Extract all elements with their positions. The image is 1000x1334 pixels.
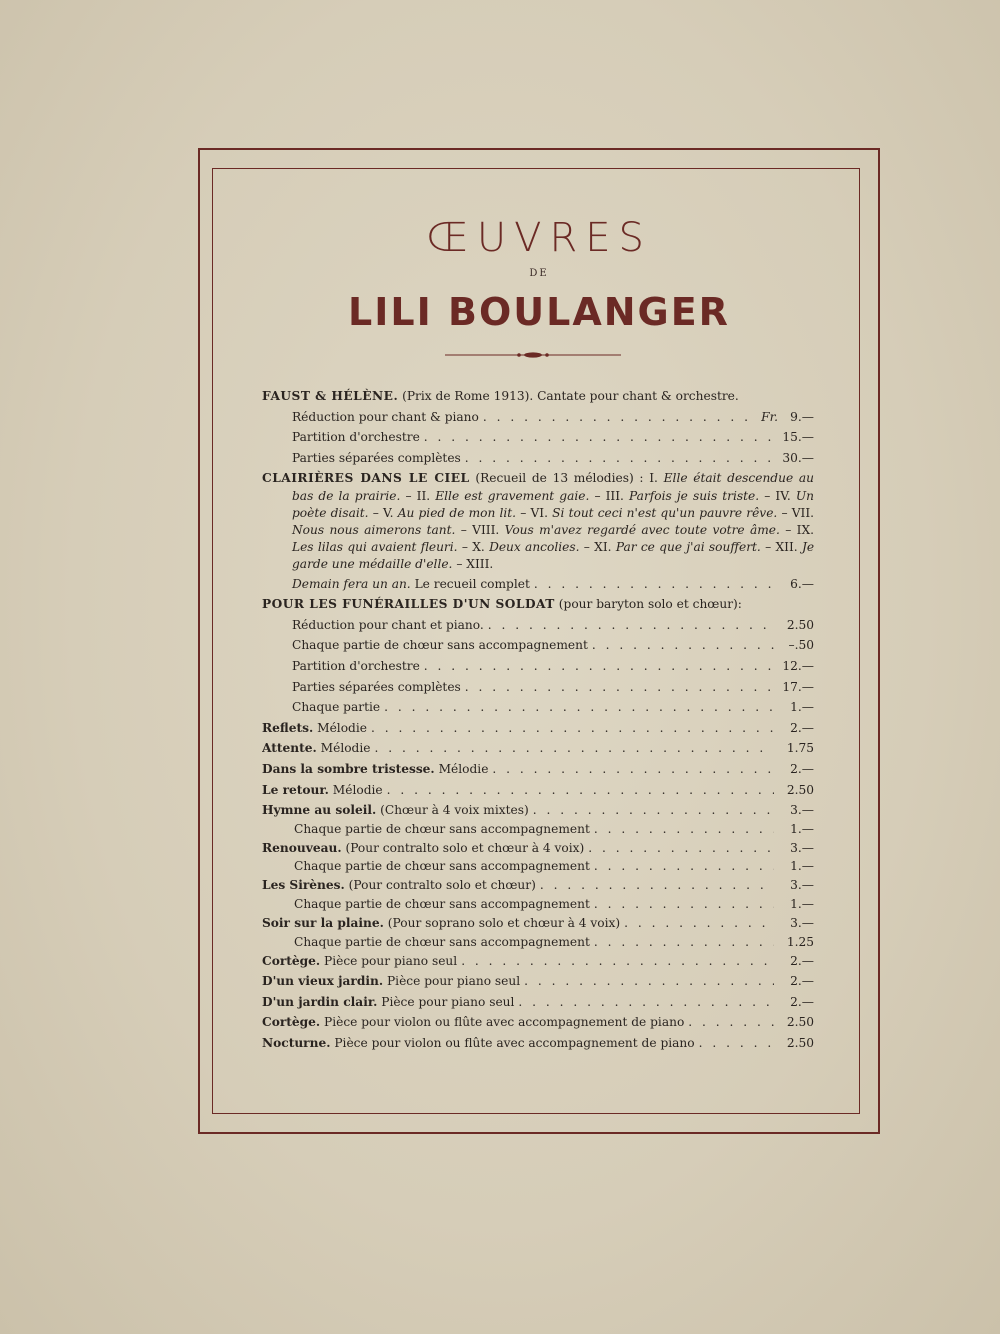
work-title: Nocturne. — [262, 1035, 331, 1050]
leader-dots — [534, 574, 774, 595]
song-number: – X. — [461, 540, 485, 555]
leader-dots — [699, 1033, 774, 1054]
leader-dots — [594, 934, 774, 951]
item-price: 2.— — [790, 720, 814, 735]
list-item — [262, 407, 814, 428]
song-title: Par ce que j'ai souffert. — [615, 540, 761, 555]
leader-dots — [384, 697, 774, 718]
item-price: 2.50 — [786, 782, 814, 797]
item-label: Chaque partie de chœur sans accompagnement — [294, 859, 590, 874]
work-title: Soir sur la plaine. — [262, 915, 384, 930]
composer-name: LILI BOULANGER — [348, 290, 730, 334]
song-title: Au pied de mon lit. — [397, 505, 517, 520]
leader-dots — [492, 759, 774, 780]
work-faust — [262, 386, 814, 407]
item-label: Partition d'orchestre — [292, 430, 420, 445]
song-title: Elle était descendue au bas de la prairie. — [292, 471, 814, 503]
item-price: 1.— — [790, 821, 814, 836]
item-label: Chaque partie — [292, 700, 381, 715]
price-prefix: Fr. — [761, 409, 778, 424]
work-desc: (Chœur à 4 voix mixtes) — [380, 803, 529, 818]
ornament-divider — [445, 352, 621, 358]
song-number: – III. — [594, 488, 624, 503]
work-desc: (Recueil de 13 mélodies) : I. — [475, 471, 658, 486]
work-funerailles — [262, 594, 814, 615]
leader-dots — [594, 821, 774, 838]
list-item — [262, 615, 814, 636]
work-soir — [262, 913, 814, 934]
list-item — [262, 427, 814, 448]
work-title: CLAIRIÈRES DANS LE CIEL — [262, 471, 470, 486]
work-jardin-clair — [262, 992, 814, 1013]
item-price: 2.— — [790, 953, 814, 968]
work-sirenes — [262, 875, 814, 896]
work-desc: Pièce pour piano seul — [324, 953, 458, 968]
leader-dots — [624, 913, 774, 934]
item-label: Parties séparées complètes — [292, 679, 461, 694]
item-price: 17.— — [782, 679, 814, 694]
work-title: Renouveau. — [262, 840, 342, 855]
song-title: Deux ancolies. — [489, 540, 580, 555]
leader-dots — [483, 407, 757, 428]
work-clairieres — [262, 470, 814, 573]
song-title: Nous nous aimerons tant. — [292, 522, 456, 537]
item-price: 12.— — [782, 658, 814, 673]
work-desc: Mélodie — [438, 761, 489, 776]
work-title: Hymne au soleil. — [262, 803, 377, 818]
work-attente — [262, 738, 814, 759]
work-renouveau — [262, 838, 814, 859]
work-desc: Pièce pour violon ou flûte avec accompagnement de piano — [324, 1015, 685, 1030]
work-desc: Pièce pour violon ou flûte avec accompagnement de piano — [334, 1035, 695, 1050]
work-nocturne — [262, 1033, 814, 1054]
item-price: 2.50 — [786, 617, 814, 632]
leader-dots — [424, 656, 774, 677]
item-label: Réduction pour chant et piano. — [292, 617, 484, 632]
item-label: Chaque partie de chœur sans accompagnement — [292, 638, 588, 653]
work-title: Les Sirènes. — [262, 878, 345, 893]
song-title: Les lilas qui avaient fleuri. — [292, 540, 458, 555]
item-price: 3.— — [790, 840, 814, 855]
leader-dots — [540, 875, 774, 896]
list-item — [262, 677, 814, 698]
item-price: 2.50 — [786, 1035, 814, 1050]
item-price: 6.— — [790, 576, 814, 591]
item-price: 2.— — [790, 974, 814, 989]
song-number: – XIII. — [456, 557, 494, 572]
leader-dots — [594, 858, 774, 875]
leader-dots — [374, 738, 774, 759]
leader-dots — [488, 615, 774, 636]
catalog-outer-frame — [198, 148, 880, 1134]
leader-dots — [588, 838, 774, 859]
item-label: Chaque partie de chœur sans accompagnement — [294, 934, 590, 949]
work-hymne — [262, 800, 814, 821]
song-number: – VIII. — [460, 522, 500, 537]
list-item — [262, 574, 814, 595]
list-item — [262, 896, 814, 913]
work-desc: (pour baryton solo et chœur): — [558, 597, 742, 612]
song-title: Parfois je suis triste. — [629, 488, 760, 503]
leader-dots — [518, 992, 774, 1013]
work-desc: (Pour soprano solo et chœur à 4 voix) — [387, 915, 621, 930]
song-number: – VII. — [781, 505, 815, 520]
item-label: Partition d'orchestre — [292, 658, 420, 673]
item-price: 2.— — [790, 761, 814, 776]
work-desc: (Pour contralto solo et chœur à 4 voix) — [345, 840, 585, 855]
song-title: Vous m'avez regardé avec toute votre âme. — [504, 522, 780, 537]
song-number: – IX. — [785, 522, 815, 537]
leader-dots — [688, 1012, 774, 1033]
work-desc: Mélodie — [332, 782, 383, 797]
song-number: – II. — [405, 488, 431, 503]
item-label: Parties séparées complètes — [292, 450, 461, 465]
work-desc: (Prix de Rome 1913). Cantate pour chant & orchestre. — [402, 389, 739, 403]
work-title: Cortège. — [262, 953, 321, 968]
item-price: 1.— — [790, 859, 814, 874]
leader-dots — [465, 677, 774, 698]
item-price: 15.— — [782, 430, 814, 445]
song-title: Demain fera un an. — [292, 576, 411, 591]
work-desc: (Pour contralto solo et chœur) — [348, 878, 536, 893]
item-price: 3.— — [790, 915, 814, 930]
list-item — [262, 934, 814, 951]
work-title: Le retour. — [262, 782, 329, 797]
item-price: 3.— — [790, 803, 814, 818]
leader-dots — [461, 951, 774, 972]
item-label: Chaque partie de chœur sans accompagnement — [294, 896, 590, 911]
item-price: –.50 — [788, 638, 814, 653]
work-desc: Pièce pour piano seul — [381, 994, 515, 1009]
list-item — [262, 448, 814, 469]
work-title: Reflets. — [262, 720, 314, 735]
work-desc: Mélodie — [320, 741, 371, 756]
work-title: FAUST & HÉLÈNE. — [262, 389, 399, 403]
item-price: 1.— — [790, 700, 814, 715]
song-title: Je garde une médaille d'elle. — [292, 540, 815, 572]
item-label: Réduction pour chant & piano — [292, 409, 479, 424]
item-label: Le recueil complet — [414, 576, 530, 591]
work-title: POUR LES FUNÉRAILLES D'UN SOLDAT — [262, 597, 555, 612]
work-vieux-jardin — [262, 971, 814, 992]
work-desc: Pièce pour piano seul — [386, 974, 521, 989]
item-price: 9.— — [790, 409, 814, 424]
list-item — [262, 635, 814, 656]
work-cortege-violon — [262, 1012, 814, 1033]
list-item — [262, 821, 814, 838]
heading-de: DE — [529, 268, 549, 279]
work-title: Attente. — [262, 741, 317, 756]
work-retour — [262, 780, 814, 801]
list-item — [262, 697, 814, 718]
item-price: 1.25 — [786, 934, 814, 949]
item-price: 2.50 — [786, 1015, 814, 1030]
work-title: D'un vieux jardin. — [262, 974, 384, 989]
work-sombre — [262, 759, 814, 780]
item-label: Chaque partie de chœur sans accompagnement — [294, 821, 590, 836]
song-title: Si tout ceci n'est qu'un pauvre rêve. — [552, 505, 778, 520]
song-title: Elle est gravement gaie. — [435, 488, 590, 503]
leader-dots — [387, 780, 774, 801]
leader-dots — [533, 800, 774, 821]
heading-oeuvres: ŒUVRES — [426, 215, 652, 261]
list-item — [262, 858, 814, 875]
work-reflets — [262, 718, 814, 739]
work-title: D'un jardin clair. — [262, 994, 378, 1009]
song-number: – IV. — [764, 488, 791, 503]
work-title: Dans la sombre tristesse. — [262, 761, 435, 776]
work-desc: Mélodie — [317, 720, 367, 735]
leader-dots — [424, 427, 774, 448]
song-number: – XI. — [583, 540, 612, 555]
item-price: 1.75 — [786, 741, 814, 756]
item-price: 1.— — [790, 896, 814, 911]
works-list — [262, 386, 814, 1053]
song-number: – VI. — [520, 505, 548, 520]
list-item — [262, 656, 814, 677]
leader-dots — [592, 635, 774, 656]
work-cortege-piano — [262, 951, 814, 972]
item-price: 30.— — [782, 450, 814, 465]
leader-dots — [371, 718, 774, 739]
song-number: – V. — [372, 505, 394, 520]
leader-dots — [465, 448, 774, 469]
item-price: 2.— — [790, 994, 814, 1009]
work-title: Cortège. — [262, 1015, 321, 1030]
leader-dots — [524, 971, 774, 992]
song-number: – XII. — [765, 540, 798, 555]
leader-dots — [594, 896, 774, 913]
item-price: 3.— — [790, 878, 814, 893]
song-title: Un poète disait. — [292, 488, 815, 520]
